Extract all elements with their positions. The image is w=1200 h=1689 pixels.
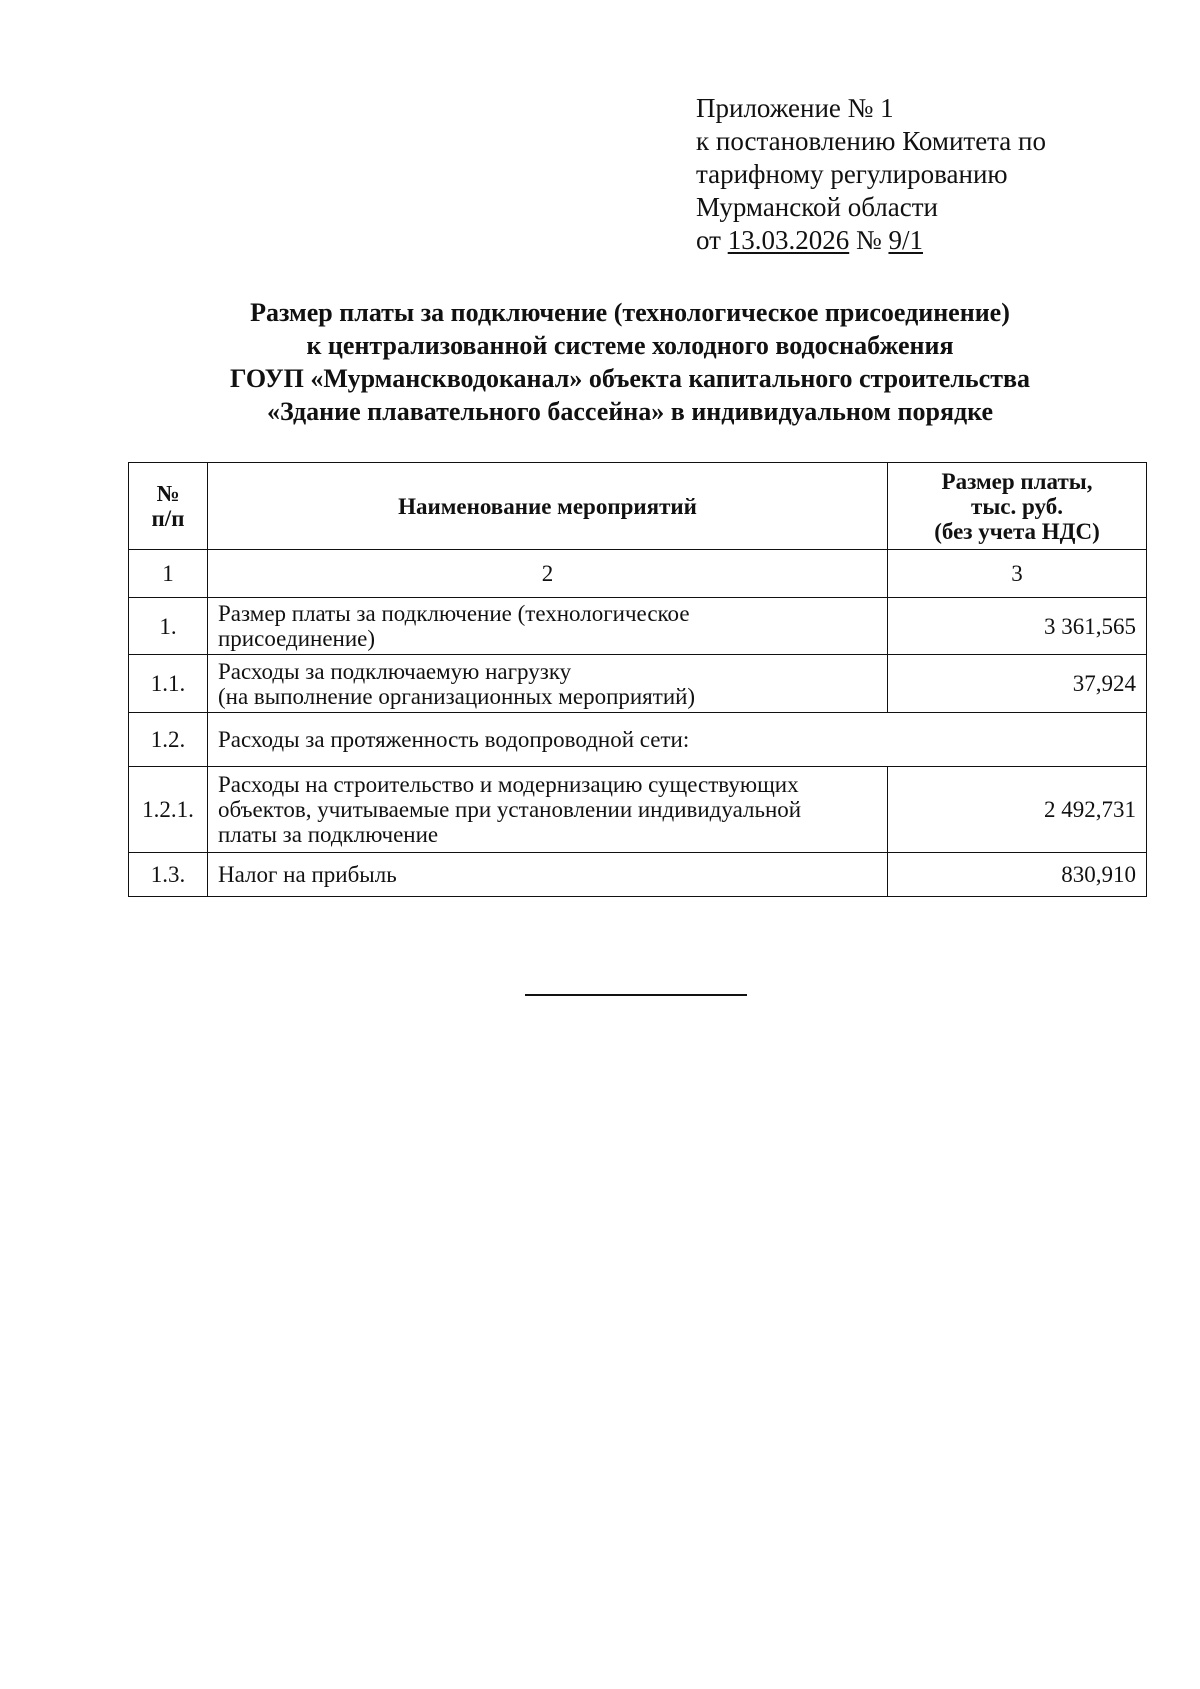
row-name: Размер платы за подключение (технологическое присоединение) [208,598,888,655]
row-number: 1.3. [129,853,208,897]
document-title [140,296,1120,428]
header-row [129,463,1147,550]
row-number: 1.2.1. [129,767,208,853]
title-line-2: к централизованной системе холодного водоснабжения [306,331,954,360]
decree-date: 13.03.2026 [727,225,850,255]
appendix-date-line [696,224,1176,257]
title-line-1: Размер платы за подключение (технологическое присоединение) [250,298,1010,327]
table-row [129,598,1147,655]
row-name: Расходы за подключаемую нагрузку (на выполнение организационных мероприятий) [208,655,888,713]
table-row [129,713,1147,767]
row-value: 2 492,731 [888,767,1147,853]
appendix-line-4: Мурманской области [696,192,938,222]
number-sign: № [855,225,882,255]
row-number: 1.1. [129,655,208,713]
title-line-3: ГОУП «Мурманскводоканал» объекта капитального строительства [229,364,1031,393]
appendix-line-3: тарифному регулированию [696,159,1008,189]
column-number: 3 [888,550,1147,598]
row-name: Налог на прибыль [208,853,888,897]
row-name: Расходы на строительство и модернизацию существующих объектов, учитываемые при установлении индивидуальной платы за подключение [208,767,888,853]
fee-table [128,462,1147,897]
date-prefix: от [696,225,721,255]
row-value: 37,924 [888,655,1147,713]
end-divider [525,994,747,996]
appendix-title: Приложение № 1 [696,93,894,123]
row-number: 1. [129,598,208,655]
row-number: 1.2. [129,713,208,767]
column-number-row [129,550,1147,598]
row-value: 830,910 [888,853,1147,897]
header-num: № п/п [129,463,208,550]
header-name: Наименование мероприятий [208,463,888,550]
decree-number: 9/1 [888,225,923,255]
appendix-block [696,92,1176,257]
table-row [129,767,1147,853]
header-fee: Размер платы, тыс. руб. (без учета НДС) [888,463,1147,550]
table-row [129,853,1147,897]
row-name: Расходы за протяженность водопроводной сети: [208,713,1147,767]
table-row [129,655,1147,713]
appendix-line-2: к постановлению Комитета по [696,126,1046,156]
title-line-4: «Здание плавательного бассейна» в индивидуальном порядке [266,397,994,426]
column-number: 1 [129,550,208,598]
column-number: 2 [208,550,888,598]
row-value: 3 361,565 [888,598,1147,655]
